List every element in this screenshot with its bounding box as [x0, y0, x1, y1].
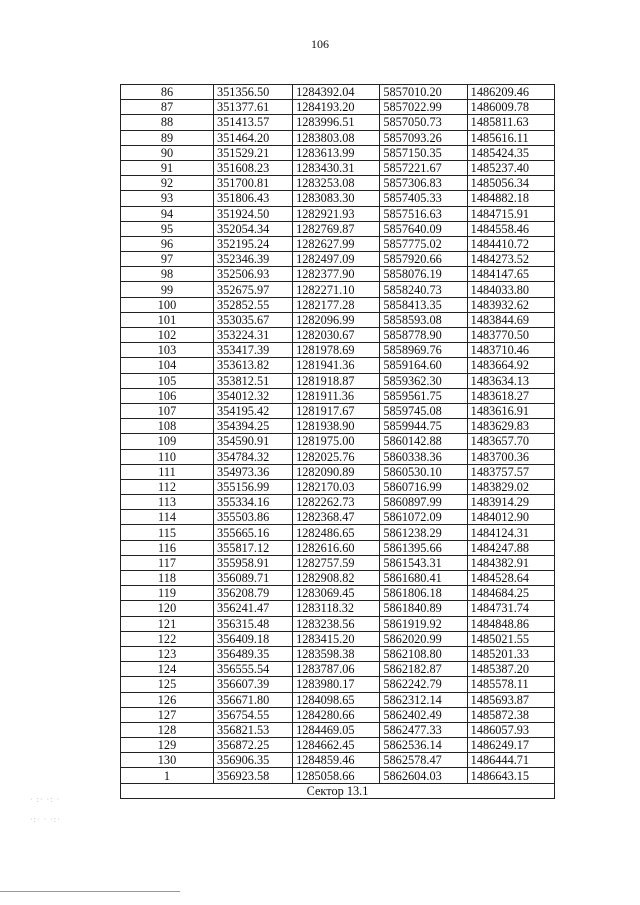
point-number-cell: 99 [121, 282, 214, 297]
coordinate-cell: 5857405.33 [380, 191, 467, 206]
coordinate-cell: 5857150.35 [380, 145, 467, 160]
coordinate-cell: 1283253.08 [293, 176, 380, 191]
table-row [121, 555, 555, 570]
coordinate-cell: 1483844.69 [467, 312, 554, 327]
coordinate-cell: 5859362.30 [380, 373, 467, 388]
table-row [121, 722, 555, 737]
table-row [121, 434, 555, 449]
point-number-cell: 108 [121, 419, 214, 434]
table-row [121, 145, 555, 160]
coordinate-cell: 351413.57 [214, 115, 293, 130]
coordinate-cell: 5858969.76 [380, 343, 467, 358]
coordinate-cell: 1281911.36 [293, 388, 380, 403]
coordinate-cell: 1485578.11 [467, 677, 554, 692]
coordinate-cell: 356489.35 [214, 646, 293, 661]
point-number-cell: 127 [121, 707, 214, 722]
point-number-cell: 117 [121, 555, 214, 570]
coordinate-cell: 5861806.18 [380, 586, 467, 601]
coordinate-cell: 5858778.90 [380, 328, 467, 343]
table-row [121, 495, 555, 510]
coordinate-cell: 1486009.78 [467, 100, 554, 115]
point-number-cell: 91 [121, 160, 214, 175]
coordinate-cell: 5861919.92 [380, 616, 467, 631]
coordinate-cell: 1281978.69 [293, 343, 380, 358]
coordinate-cell: 1282030.67 [293, 328, 380, 343]
coordinate-cell: 1283996.51 [293, 115, 380, 130]
coordinate-cell: 5862536.14 [380, 738, 467, 753]
table-row [121, 328, 555, 343]
coordinate-cell: 1485616.11 [467, 130, 554, 145]
coordinate-cell: 1282177.28 [293, 297, 380, 312]
coordinate-cell: 1483710.46 [467, 343, 554, 358]
table-row [121, 206, 555, 221]
coordinate-cell: 1282616.60 [293, 540, 380, 555]
table-row [121, 388, 555, 403]
coordinate-cell: 1281917.67 [293, 403, 380, 418]
coordinate-cell: 1484684.25 [467, 586, 554, 601]
table-row [121, 403, 555, 418]
coordinate-cell: 1486643.15 [467, 768, 554, 783]
table-row [121, 646, 555, 661]
coordinate-cell: 351608.23 [214, 160, 293, 175]
coordinate-cell: 5857010.20 [380, 85, 467, 100]
coordinate-cell: 356315.48 [214, 616, 293, 631]
table-row [121, 373, 555, 388]
point-number-cell: 1 [121, 768, 214, 783]
coordinate-cell: 1282921.93 [293, 206, 380, 221]
point-number-cell: 119 [121, 586, 214, 601]
point-number-cell: 124 [121, 662, 214, 677]
coordinate-cell: 5858413.35 [380, 297, 467, 312]
coordinate-cell: 1281975.00 [293, 434, 380, 449]
point-number-cell: 88 [121, 115, 214, 130]
coordinate-cell: 1282497.09 [293, 252, 380, 267]
coordinate-cell: 356555.54 [214, 662, 293, 677]
point-number-cell: 107 [121, 403, 214, 418]
table-row [121, 692, 555, 707]
coordinate-cell: 352675.97 [214, 282, 293, 297]
table-row [121, 191, 555, 206]
coordinate-cell: 1284392.04 [293, 85, 380, 100]
coordinate-cell: 5861543.31 [380, 555, 467, 570]
point-number-cell: 95 [121, 221, 214, 236]
table-row [121, 616, 555, 631]
coordinate-cell: 355334.16 [214, 495, 293, 510]
table-row [121, 419, 555, 434]
coordinate-cell: 1282486.65 [293, 525, 380, 540]
point-number-cell: 103 [121, 343, 214, 358]
coordinate-cell: 5857306.83 [380, 176, 467, 191]
coordinate-cell: 353417.39 [214, 343, 293, 358]
point-number-cell: 100 [121, 297, 214, 312]
coordinate-cell: 1283613.99 [293, 145, 380, 160]
table-row [121, 479, 555, 494]
coordinate-cell: 1484731.74 [467, 601, 554, 616]
coordinate-cell: 351464.20 [214, 130, 293, 145]
coordinate-cell: 1284469.05 [293, 722, 380, 737]
coordinate-cell: 1483829.02 [467, 479, 554, 494]
coordinate-cell: 353812.51 [214, 373, 293, 388]
coordinate-cell: 5862477.33 [380, 722, 467, 737]
coordinate-cell: 356241.47 [214, 601, 293, 616]
coordinate-cell: 1282627.99 [293, 236, 380, 251]
coordinate-cell: 352852.55 [214, 297, 293, 312]
scan-noise: ·:· · ·:· [30, 815, 61, 824]
coordinate-cell: 356409.18 [214, 631, 293, 646]
coordinates-table-body [121, 85, 555, 784]
coordinate-cell: 1484558.46 [467, 221, 554, 236]
coordinate-cell: 5857022.99 [380, 100, 467, 115]
table-row [121, 343, 555, 358]
coordinate-cell: 5861395.66 [380, 540, 467, 555]
coordinate-cell: 1282090.89 [293, 464, 380, 479]
coordinate-cell: 1483618.27 [467, 388, 554, 403]
coordinate-cell: 356754.55 [214, 707, 293, 722]
coordinate-cell: 1283069.45 [293, 586, 380, 601]
point-number-cell: 120 [121, 601, 214, 616]
table-row [121, 85, 555, 100]
coordinate-cell: 1281918.87 [293, 373, 380, 388]
coordinate-cell: 352054.34 [214, 221, 293, 236]
coordinate-cell: 351700.81 [214, 176, 293, 191]
coordinate-cell: 1485201.33 [467, 646, 554, 661]
point-number-cell: 102 [121, 328, 214, 343]
coordinate-cell: 5858076.19 [380, 267, 467, 282]
table-row [121, 738, 555, 753]
coordinate-cell: 5860142.88 [380, 434, 467, 449]
coordinate-cell: 5857093.26 [380, 130, 467, 145]
coordinate-cell: 5860897.99 [380, 495, 467, 510]
coordinate-cell: 5859944.75 [380, 419, 467, 434]
coordinate-cell: 5860338.36 [380, 449, 467, 464]
coordinate-cell: 5859745.08 [380, 403, 467, 418]
coordinate-cell: 1282271.10 [293, 282, 380, 297]
table-row [121, 677, 555, 692]
coordinate-cell: 1284193.20 [293, 100, 380, 115]
coordinate-cell: 1484147.65 [467, 267, 554, 282]
bottom-rule [0, 891, 180, 892]
point-number-cell: 113 [121, 495, 214, 510]
point-number-cell: 116 [121, 540, 214, 555]
coordinate-cell: 1283118.32 [293, 601, 380, 616]
coordinate-cell: 5861680.41 [380, 571, 467, 586]
coordinate-cell: 5862108.80 [380, 646, 467, 661]
coordinate-cell: 351377.61 [214, 100, 293, 115]
table-row [121, 221, 555, 236]
point-number-cell: 93 [121, 191, 214, 206]
table-row [121, 267, 555, 282]
coordinate-cell: 1282262.73 [293, 495, 380, 510]
table-row [121, 525, 555, 540]
coordinate-cell: 1282170.03 [293, 479, 380, 494]
coordinate-cell: 1483932.62 [467, 297, 554, 312]
coordinate-cell: 5860716.99 [380, 479, 467, 494]
point-number-cell: 112 [121, 479, 214, 494]
coordinate-cell: 1282096.99 [293, 312, 380, 327]
coordinate-cell: 5862182.87 [380, 662, 467, 677]
point-number-cell: 125 [121, 677, 214, 692]
coordinate-cell: 1282368.47 [293, 510, 380, 525]
point-number-cell: 97 [121, 252, 214, 267]
table-row [121, 100, 555, 115]
coordinate-cell: 5859164.60 [380, 358, 467, 373]
point-number-cell: 111 [121, 464, 214, 479]
coordinate-cell: 1484247.88 [467, 540, 554, 555]
coordinate-cell: 1485424.35 [467, 145, 554, 160]
coordinate-cell: 1485872.38 [467, 707, 554, 722]
coordinate-cell: 1282025.76 [293, 449, 380, 464]
coordinate-cell: 5862312.14 [380, 692, 467, 707]
table-row [121, 176, 555, 191]
coordinate-cell: 1484033.80 [467, 282, 554, 297]
coordinate-cell: 5857050.73 [380, 115, 467, 130]
coordinate-cell: 5862402.49 [380, 707, 467, 722]
coordinate-cell: 5861238.29 [380, 525, 467, 540]
table-row [121, 510, 555, 525]
point-number-cell: 123 [121, 646, 214, 661]
point-number-cell: 104 [121, 358, 214, 373]
coordinate-cell: 1283430.31 [293, 160, 380, 175]
coordinate-cell: 1483629.83 [467, 419, 554, 434]
coordinate-cell: 351924.50 [214, 206, 293, 221]
point-number-cell: 114 [121, 510, 214, 525]
coordinate-cell: 351806.43 [214, 191, 293, 206]
coordinate-cell: 1484012.90 [467, 510, 554, 525]
coordinate-cell: 1483657.70 [467, 434, 554, 449]
point-number-cell: 129 [121, 738, 214, 753]
table-row [121, 130, 555, 145]
coordinate-cell: 354590.91 [214, 434, 293, 449]
coordinate-cell: 1486444.71 [467, 753, 554, 768]
coordinate-cell: 353035.67 [214, 312, 293, 327]
coordinate-cell: 1283598.38 [293, 646, 380, 661]
table-row [121, 586, 555, 601]
coordinate-cell: 1282908.82 [293, 571, 380, 586]
coordinate-cell: 1283238.56 [293, 616, 380, 631]
table-row [121, 252, 555, 267]
coordinate-cell: 355156.99 [214, 479, 293, 494]
coordinate-cell: 5862578.47 [380, 753, 467, 768]
coordinate-cell: 1283803.08 [293, 130, 380, 145]
coordinate-cell: 352346.39 [214, 252, 293, 267]
coordinate-cell: 356607.39 [214, 677, 293, 692]
point-number-cell: 90 [121, 145, 214, 160]
coordinate-cell: 1283083.30 [293, 191, 380, 206]
coordinate-cell: 5859561.75 [380, 388, 467, 403]
sector-label: Сектор 13.1 [121, 783, 555, 798]
coordinate-cell: 355503.86 [214, 510, 293, 525]
point-number-cell: 94 [121, 206, 214, 221]
coordinate-cell: 356821.53 [214, 722, 293, 737]
coordinate-cell: 354784.32 [214, 449, 293, 464]
coordinate-cell: 355665.16 [214, 525, 293, 540]
coordinate-cell: 1485056.34 [467, 176, 554, 191]
point-number-cell: 118 [121, 571, 214, 586]
coordinate-cell: 1483757.57 [467, 464, 554, 479]
point-number-cell: 109 [121, 434, 214, 449]
coordinate-cell: 1485021.55 [467, 631, 554, 646]
coordinate-cell: 1281938.90 [293, 419, 380, 434]
table-row [121, 297, 555, 312]
coordinate-cell: 1282769.87 [293, 221, 380, 236]
coordinate-cell: 1285058.66 [293, 768, 380, 783]
coordinate-cell: 1483914.29 [467, 495, 554, 510]
coordinate-cell: 1483770.50 [467, 328, 554, 343]
coordinate-cell: 354195.42 [214, 403, 293, 418]
coordinate-cell: 352195.24 [214, 236, 293, 251]
coordinates-table [120, 84, 555, 799]
coordinate-cell: 1284098.65 [293, 692, 380, 707]
point-number-cell: 122 [121, 631, 214, 646]
coordinate-cell: 354394.25 [214, 419, 293, 434]
coordinate-cell: 5861072.09 [380, 510, 467, 525]
coordinate-cell: 5857920.66 [380, 252, 467, 267]
table-row [121, 540, 555, 555]
coordinate-cell: 1483634.13 [467, 373, 554, 388]
point-number-cell: 128 [121, 722, 214, 737]
table-row [121, 464, 555, 479]
table-row [121, 768, 555, 783]
table-row [121, 449, 555, 464]
coordinate-cell: 1486209.46 [467, 85, 554, 100]
coordinate-cell: 5861840.89 [380, 601, 467, 616]
coordinate-cell: 1284280.66 [293, 707, 380, 722]
coordinate-cell: 1484848.86 [467, 616, 554, 631]
coordinate-cell: 5857775.02 [380, 236, 467, 251]
coordinate-cell: 5862242.79 [380, 677, 467, 692]
coordinate-cell: 1281941.36 [293, 358, 380, 373]
coordinate-cell: 1485693.87 [467, 692, 554, 707]
coordinate-cell: 1483616.91 [467, 403, 554, 418]
point-number-cell: 130 [121, 753, 214, 768]
coordinate-cell: 1483700.36 [467, 449, 554, 464]
coordinate-cell: 5857640.09 [380, 221, 467, 236]
coordinate-cell: 1484715.91 [467, 206, 554, 221]
point-number-cell: 115 [121, 525, 214, 540]
coordinate-cell: 1486249.17 [467, 738, 554, 753]
coordinate-cell: 356671.80 [214, 692, 293, 707]
table-row [121, 571, 555, 586]
coordinate-cell: 353613.82 [214, 358, 293, 373]
table-row [121, 358, 555, 373]
coordinate-cell: 1484273.52 [467, 252, 554, 267]
coordinate-cell: 1283415.20 [293, 631, 380, 646]
point-number-cell: 101 [121, 312, 214, 327]
coordinate-cell: 5862020.99 [380, 631, 467, 646]
point-number-cell: 96 [121, 236, 214, 251]
coordinate-cell: 355958.91 [214, 555, 293, 570]
point-number-cell: 105 [121, 373, 214, 388]
page-number: 106 [311, 37, 329, 51]
table-row [121, 662, 555, 677]
coordinate-cell: 1284662.45 [293, 738, 380, 753]
point-number-cell: 98 [121, 267, 214, 282]
table-footer-row [121, 783, 555, 798]
table-row [121, 601, 555, 616]
coordinate-cell: 354973.36 [214, 464, 293, 479]
scan-noise: · :· ·: · [30, 795, 61, 804]
coordinate-cell: 1483664.92 [467, 358, 554, 373]
table-row [121, 707, 555, 722]
coordinate-cell: 5860530.10 [380, 464, 467, 479]
coordinate-cell: 1484882.18 [467, 191, 554, 206]
coordinate-cell: 1283980.17 [293, 677, 380, 692]
table-row [121, 753, 555, 768]
coordinate-cell: 5858593.08 [380, 312, 467, 327]
coordinate-cell: 1484410.72 [467, 236, 554, 251]
point-number-cell: 110 [121, 449, 214, 464]
coordinate-cell: 1282757.59 [293, 555, 380, 570]
point-number-cell: 86 [121, 85, 214, 100]
point-number-cell: 92 [121, 176, 214, 191]
table-row [121, 160, 555, 175]
table-row [121, 115, 555, 130]
coordinate-cell: 5857516.63 [380, 206, 467, 221]
table-row [121, 282, 555, 297]
coordinate-cell: 1284859.46 [293, 753, 380, 768]
coordinate-cell: 1283787.06 [293, 662, 380, 677]
coordinate-cell: 352506.93 [214, 267, 293, 282]
coordinate-cell: 1484124.31 [467, 525, 554, 540]
coordinate-cell: 1485387.20 [467, 662, 554, 677]
point-number-cell: 106 [121, 388, 214, 403]
table-row [121, 631, 555, 646]
coordinate-cell: 356923.58 [214, 768, 293, 783]
point-number-cell: 89 [121, 130, 214, 145]
point-number-cell: 121 [121, 616, 214, 631]
point-number-cell: 126 [121, 692, 214, 707]
coordinate-cell: 353224.31 [214, 328, 293, 343]
coordinate-cell: 356089.71 [214, 571, 293, 586]
coordinate-cell: 355817.12 [214, 540, 293, 555]
coordinate-cell: 5862604.03 [380, 768, 467, 783]
coordinate-cell: 354012.32 [214, 388, 293, 403]
coordinate-cell: 1485811.63 [467, 115, 554, 130]
coordinate-cell: 1485237.40 [467, 160, 554, 175]
coordinate-cell: 351356.50 [214, 85, 293, 100]
table-row [121, 312, 555, 327]
point-number-cell: 87 [121, 100, 214, 115]
coordinate-cell: 356208.79 [214, 586, 293, 601]
coordinate-cell: 1486057.93 [467, 722, 554, 737]
coordinate-cell: 356872.25 [214, 738, 293, 753]
coordinate-cell: 1484528.64 [467, 571, 554, 586]
coordinate-cell: 5858240.73 [380, 282, 467, 297]
coordinate-cell: 1282377.90 [293, 267, 380, 282]
coordinate-cell: 5857221.67 [380, 160, 467, 175]
coordinate-cell: 1484382.91 [467, 555, 554, 570]
coordinate-cell: 356906.35 [214, 753, 293, 768]
table-row [121, 236, 555, 251]
coordinate-cell: 351529.21 [214, 145, 293, 160]
